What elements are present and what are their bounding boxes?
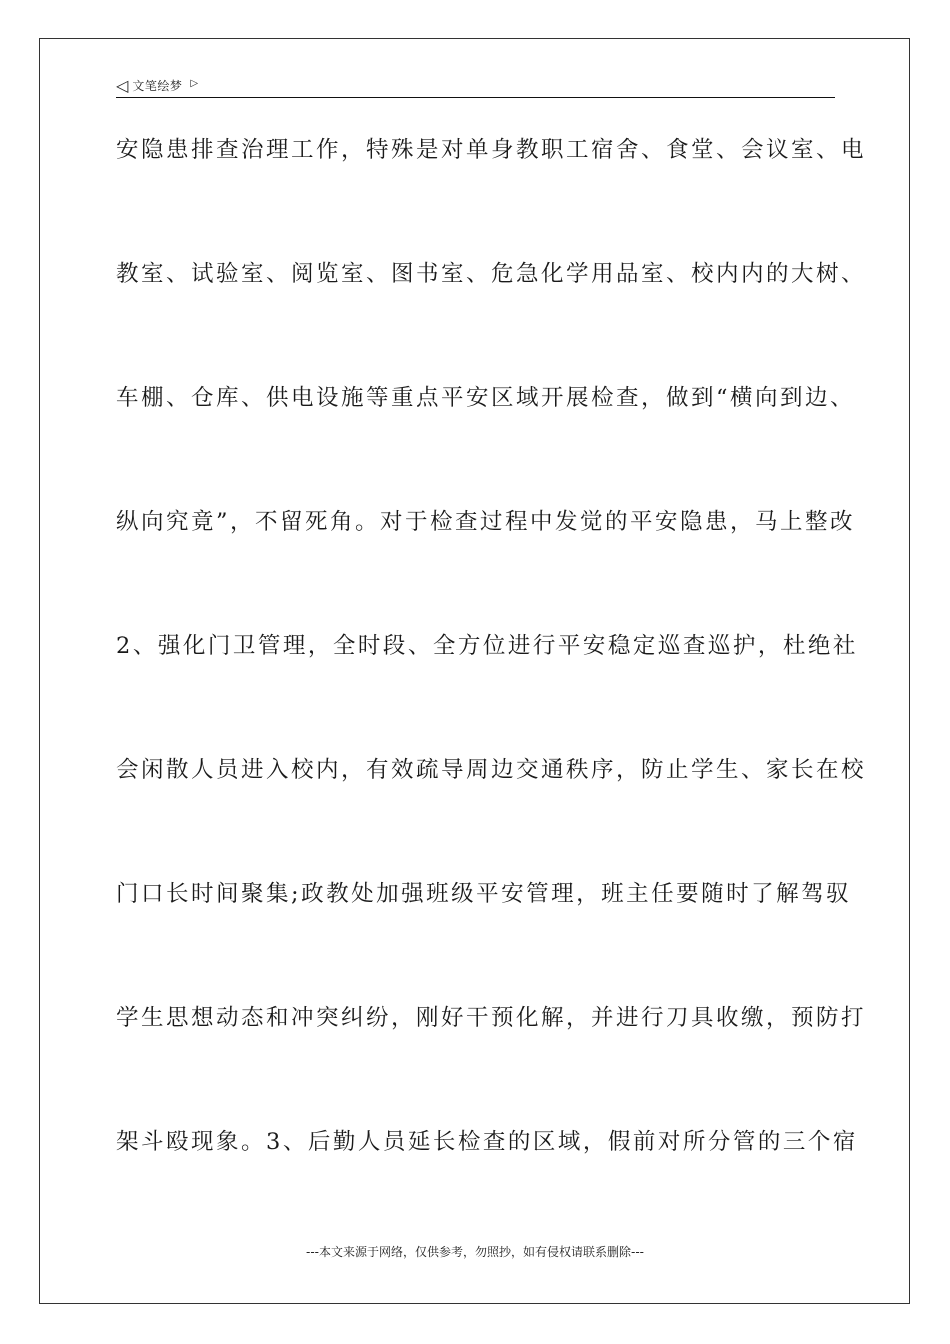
- page-header: [116, 74, 835, 98]
- body-line: 会闲散人员进入校内，有效疏导周边交通秩序，防止学生、家长在校: [116, 757, 867, 783]
- body-line: 架斗殴现象。3、后勤人员延长检查的区域，假前对所分管的三个宿: [116, 1129, 858, 1155]
- body-line: 安隐患排查治理工作，特殊是对单身教职工宿舍、食堂、会议室、电: [116, 137, 867, 163]
- footer-disclaimer: ---本文来源于网络，仅供参考，勿照抄，如有侵权请联系删除---: [306, 1245, 644, 1259]
- body-line: 纵向究竟”，不留死角。对于检查过程中发觉的平安隐患，马上整改: [116, 509, 856, 535]
- triangle-right-outline-icon: ▷: [190, 78, 199, 89]
- body-line: 车棚、仓库、供电设施等重点平安区域开展检查，做到“横向到边、: [116, 385, 856, 411]
- body-line: 学生思想动态和冲突纠纷，刚好干预化解，并进行刀具收缴，预防打: [116, 1005, 867, 1031]
- triangle-left-outline-icon: ◁: [116, 75, 129, 95]
- page-border: [39, 38, 910, 1304]
- body-line: 2、强化门卫管理，全时段、全方位进行平安稳定巡查巡护，杜绝社: [116, 633, 858, 659]
- brand-label: 文笔绘梦: [132, 79, 183, 93]
- body-line: 门口长时间聚集;政教处加强班级平安管理，班主任要随时了解驾驭: [116, 881, 852, 907]
- body-line: 教室、试验室、阅览室、图书室、危急化学用品室、校内内的大树、: [116, 261, 867, 287]
